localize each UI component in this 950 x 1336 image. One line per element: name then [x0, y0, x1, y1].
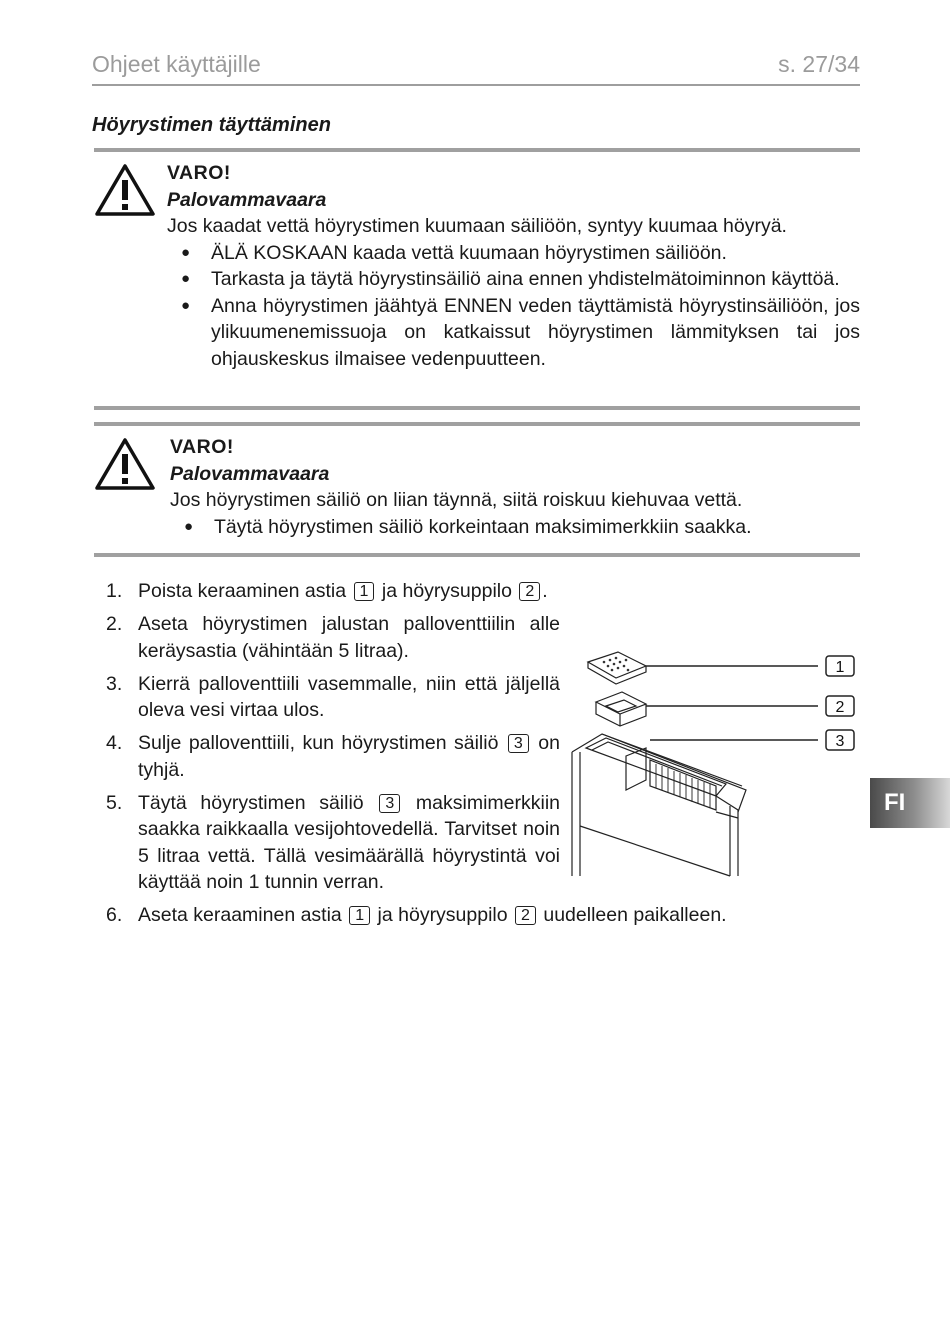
step-number: 3. [106, 672, 123, 695]
warning-bullet: ● Tarkasta ja täytä höyrystinsäiliö aina ennen yhdistelmätoiminnon käyttöä. [211, 266, 860, 293]
warning-subheading: Palovammavaara [170, 462, 330, 485]
ref-box: 3 [508, 734, 529, 753]
page-number: s. 27/34 [778, 51, 860, 77]
step-number: 5. [106, 791, 123, 814]
step-item [100, 611, 560, 664]
step-item [100, 578, 560, 605]
callout-label: 1 [835, 659, 845, 676]
ref-box: 1 [354, 582, 375, 601]
callout-label: 2 [835, 699, 845, 716]
warning-bullet: ● Anna höyrystimen jäähtyä ENNEN veden täyttämistä höyrystinsäiliöön, jos ylikuumenemissuoja on katkaissut höyrystimen lämmityksen tai jos ohjauskeskus ilmaisee vedenpuutteen. [211, 293, 860, 373]
warning-bullet: ● ÄLÄ KOSKAAN kaada vettä kuumaan höyrystimen säiliöön. [211, 240, 860, 267]
callout-lines [646, 666, 818, 740]
step-item [100, 730, 560, 783]
step-number: 2. [106, 613, 123, 635]
warning-triangle-icon [94, 436, 156, 492]
warning-content [167, 160, 860, 372]
warning-intro: Jos kaadat vettä höyrystimen kuumaan säiliöön, syntyy kuumaa höyryä. [167, 215, 787, 237]
warning-box-burn-hot-tank [94, 148, 860, 410]
warning-box-overfill [94, 422, 860, 557]
language-tab [870, 778, 950, 828]
step-text: Poista keraaminen astia [138, 580, 347, 602]
step-text: Kierrä palloventtiili vasemmalle, niin että jäljellä oleva vesi virtaa ulos. [138, 672, 560, 721]
step-text: maksimimerkkiin saakka raikkaalla vesijohtovedellä. Tarvitset noin 5 litraa vettä. Tällä vesimäärällä höyrystintä voi käyttää noin 1 tunnin verran. [138, 791, 560, 893]
step-text: . [542, 580, 548, 602]
warning-content [170, 434, 860, 540]
warning-bullet: ● Täytä höyrystimen säiliö korkeintaan maksimimerkkiin saakka. [214, 514, 860, 541]
warning-subheading: Palovammavaara [167, 188, 327, 211]
callout-label: 3 [835, 733, 845, 750]
page-header [92, 48, 860, 86]
step-text: ja höyrysuppilo [377, 904, 508, 926]
step-item [100, 790, 560, 896]
callout-labels [826, 656, 854, 750]
steps-list [100, 578, 727, 935]
step-number: 4. [106, 732, 123, 754]
step-text: uudelleen paikalleen. [543, 904, 727, 926]
ref-box: 1 [349, 906, 370, 925]
step-number: 6. [106, 904, 123, 926]
step-number: 1. [106, 580, 123, 602]
ref-box: 2 [515, 906, 536, 925]
step-item [100, 902, 858, 929]
step-text: Aseta höyrystimen jalustan palloventtiilin alle keräysastia (vähintään 5 litraa). [138, 613, 560, 662]
warning-bullet-list [170, 514, 860, 541]
step-text: Aseta keraaminen astia [138, 904, 342, 926]
header-title: Ohjeet käyttäjille [92, 51, 261, 77]
language-tab-label: FI [884, 789, 906, 816]
step-item [100, 671, 560, 724]
section-title: Höyrystimen täyttäminen [92, 114, 331, 136]
steamer-parts-illustration [566, 640, 860, 880]
warning-heading: VARO! [170, 436, 234, 458]
step-text: Täytä höyrystimen säiliö [138, 791, 364, 814]
warning-heading: VARO! [167, 162, 231, 184]
warning-intro: Jos höyrystimen säiliö on liian täynnä, siitä roiskuu kiehuvaa vettä. [170, 489, 743, 511]
ref-box: 3 [379, 794, 400, 813]
step-text: ja höyrysuppilo [381, 580, 512, 602]
warning-bullet-list [167, 240, 860, 373]
step-text: on tyhjä. [138, 732, 560, 781]
warning-triangle-icon [94, 162, 156, 218]
steamer-drawing [572, 652, 746, 876]
ref-box: 2 [519, 582, 540, 601]
step-text: Sulje palloventtiili, kun höyrystimen säiliö [138, 732, 499, 754]
